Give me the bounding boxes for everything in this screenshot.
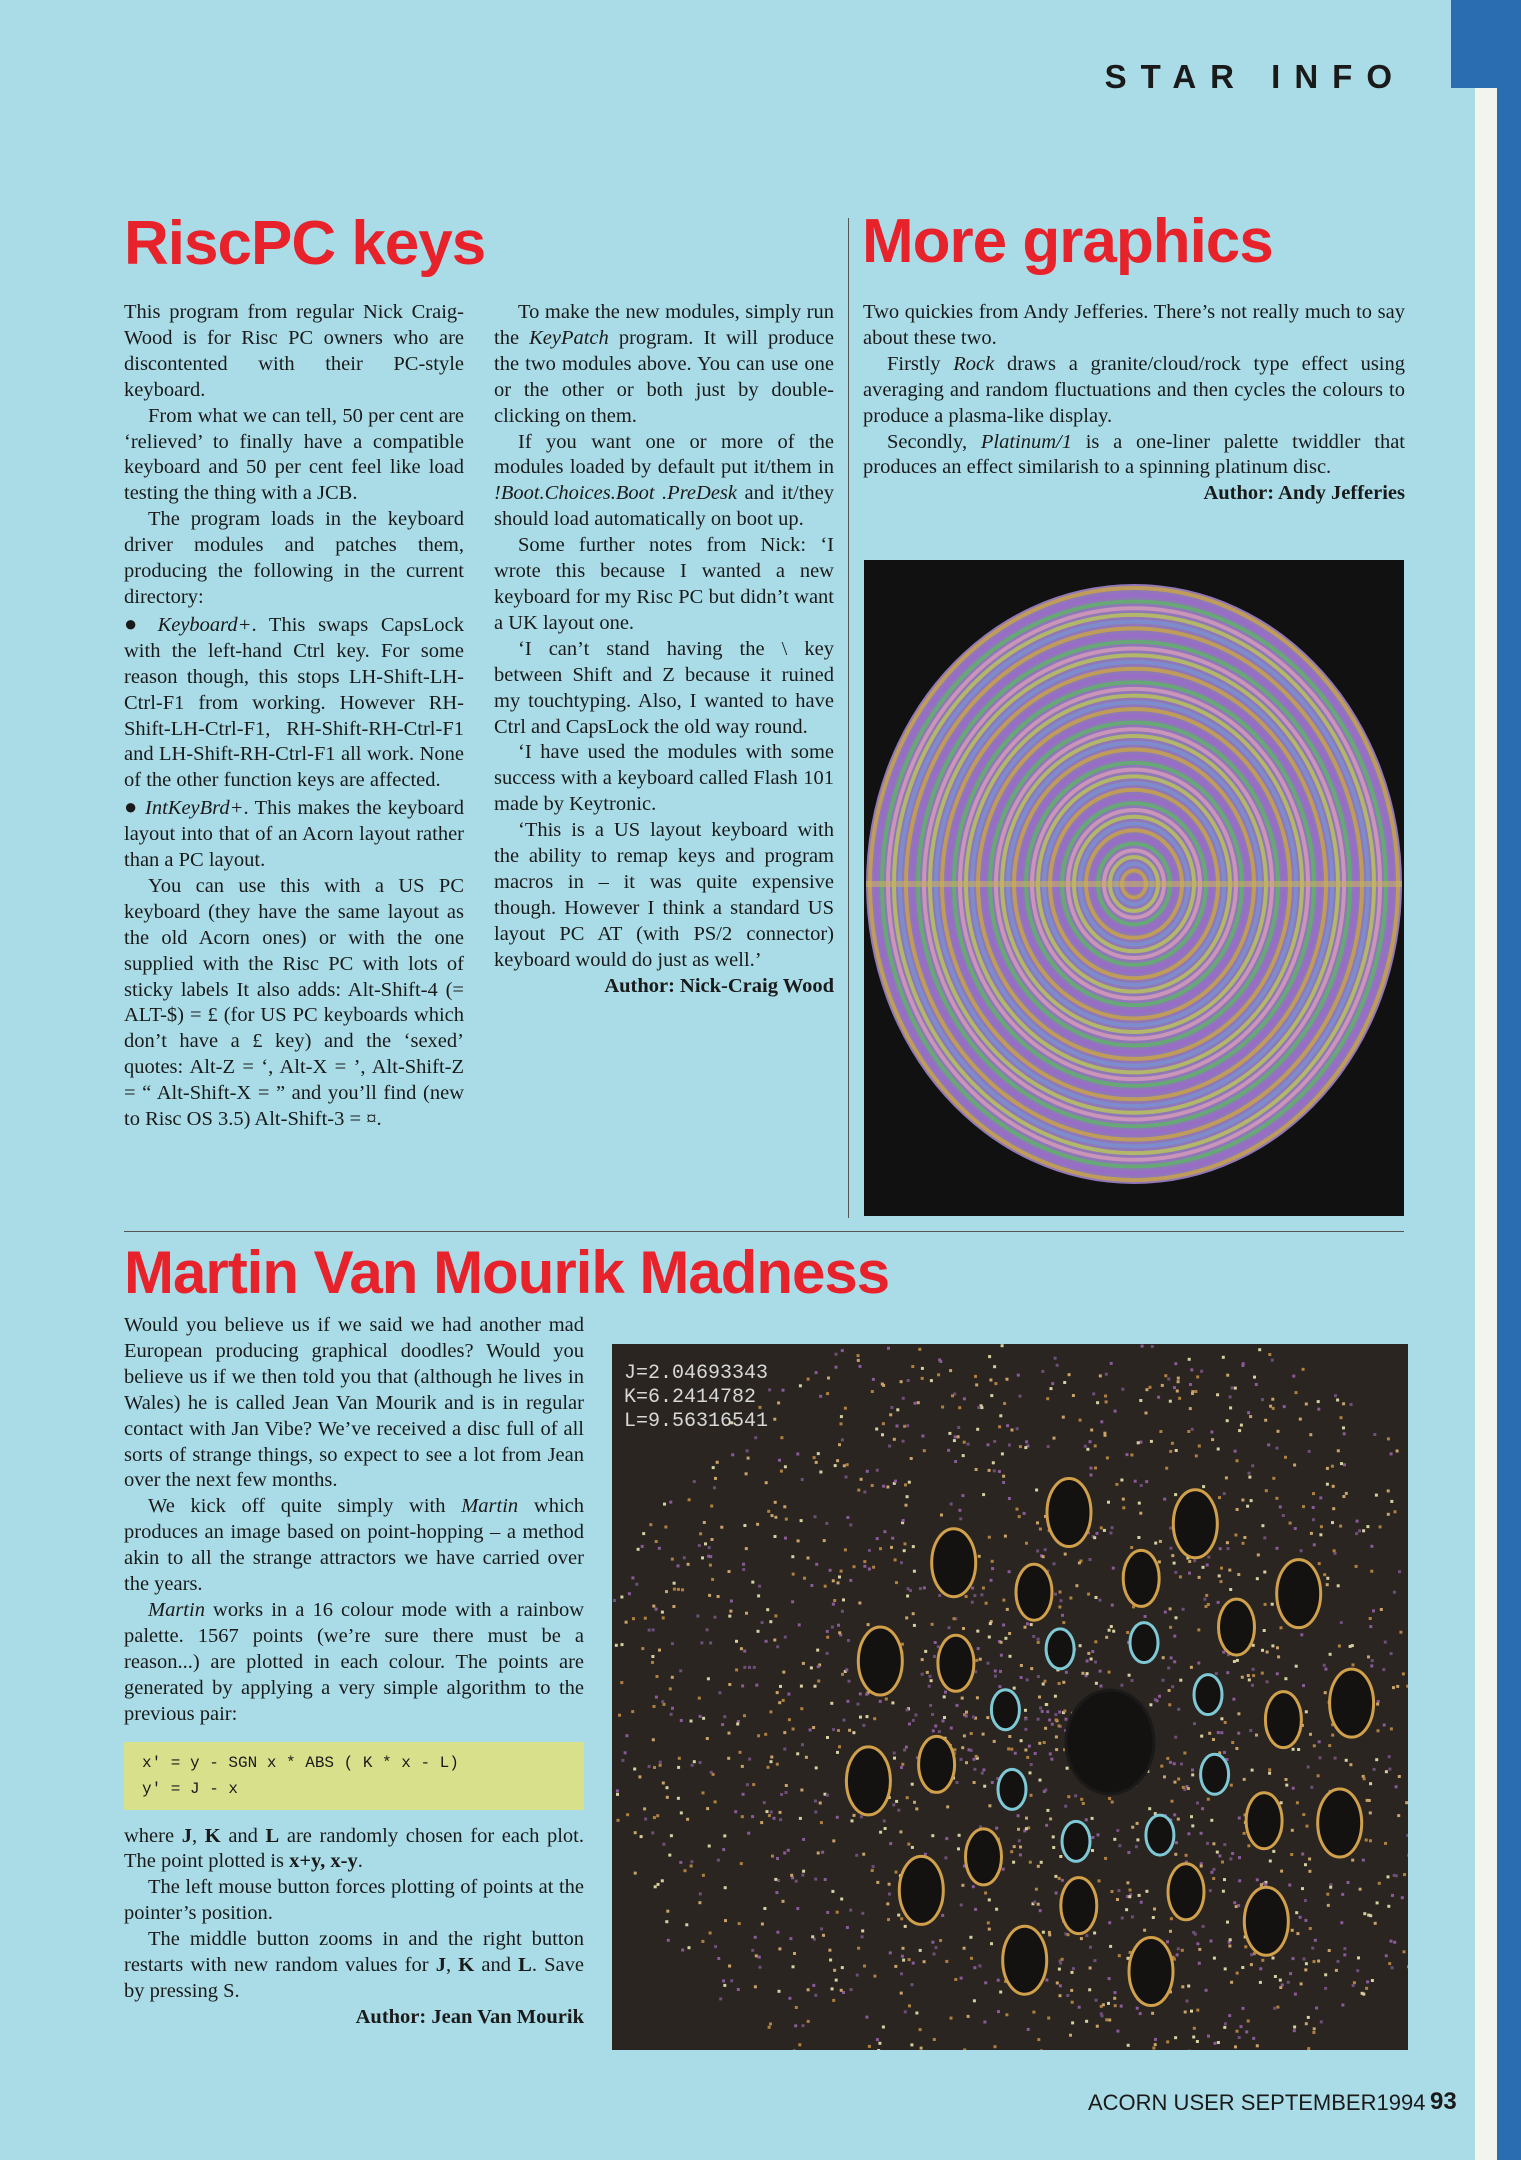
column-divider bbox=[848, 218, 849, 1218]
bullet-icon: ● bbox=[124, 794, 139, 820]
module-name: Keyboard+ bbox=[157, 613, 252, 636]
section-divider bbox=[124, 1231, 1404, 1232]
graphics-intro: Two quickies from Andy Jefferies. There’s not really much to say about these two. bbox=[863, 301, 1405, 349]
platinum-disc-graphic bbox=[864, 560, 1404, 1216]
bullet-keyboard bbox=[124, 611, 464, 794]
riscpc-column-2 bbox=[494, 300, 834, 999]
martin-para: where J, K and L are randomly chosen for each plot. The point plotted is x+y, x-y. bbox=[124, 1824, 584, 1873]
bullet-icon: ● bbox=[124, 610, 145, 636]
graphics-author: Author: Andy Jefferies bbox=[1203, 482, 1405, 505]
riscpc-para: You can use this with a US PC keyboard (they have the same layout as the old Acorn ones) or with the one supplied with the Risc PC with lots of sticky labels It also adds: Alt-Shift-4 (= ALT-$) = £ (for US PC keyboards which don’t have a £ key) and the ‘sexed’ quotes: Alt-Z = ‘, Alt-X = ’, Alt-Shift-Z = “ Alt-Shift-X = ” and you’ll find (new to Risc OS 3.5) Alt-Shift-3 = ¤. bbox=[124, 874, 464, 1131]
martin-intro: Would you believe us if we said we had another mad European producing graphical doodles? Would you believe us if we then told you that (although he lives in Wales) he is called Jean Van Mourik and is in regular contact with Jan Vibe? We’ve received a disc full of all sorts of strange things, so expect to see a lot from Jean over the next few months. bbox=[124, 1314, 584, 1492]
page-number: 93 bbox=[1430, 2088, 1457, 2115]
martin-para: We kick off quite simply with Martin which produces an image based on point-hopping – a method akin to all the strange attractors we have carried over the years. bbox=[124, 1495, 584, 1596]
section-title: STAR INFO bbox=[1104, 58, 1406, 95]
bullet-text: . This swaps CapsLock with the left-hand Ctrl key. For some reason though, this stops LH-Shift-LH-Ctrl-F1 from working. However RH-Shift-LH-Ctrl-F1, RH-Shift-RH-Ctrl-F1 and LH-Shift-RH-Ctrl-F1 all work. None of the other function keys are affected. bbox=[124, 613, 464, 792]
riscpc-para: ‘I can’t stand having the \ key between Shift and Z because it ruined my touchtyping. Also, I wanted to have Ctrl and CapsLock the old way round. bbox=[494, 637, 834, 738]
bullet-intkeybrd bbox=[124, 794, 464, 874]
riscpc-para: From what we can tell, 50 per cent are ‘relieved’ to finally have a compatible keyboard and 50 per cent feel like load testing the thing with a JCB. bbox=[124, 404, 464, 505]
module-name: IntKeyBrd+ bbox=[145, 797, 244, 820]
graphics-para: Firstly Rock draws a granite/cloud/rock type effect using averaging and random fluctuations and then cycles the colours to produce a plasma-like display. bbox=[863, 352, 1405, 427]
martin-fractal-image bbox=[612, 1344, 1408, 2050]
riscpc-para: ‘This is a US layout keyboard with the ability to remap keys and program macros in – it was quite expensive though. However I think a standard US layout PC AT (with PS/2 connector) keyboard would do just as well.’ bbox=[494, 819, 834, 971]
graphics-headline: More graphics bbox=[862, 207, 1273, 276]
page-edge bbox=[1475, 88, 1497, 2160]
martin-author: Author: Jean Van Mourik bbox=[355, 2005, 584, 2028]
algorithm-code bbox=[124, 1742, 584, 1810]
riscpc-para: The program loads in the keyboard driver modules and patches them, producing the following in the current directory: bbox=[124, 508, 464, 608]
martin-fractal-graphic bbox=[612, 1344, 1408, 2050]
riscpc-headline: RiscPC keys bbox=[124, 209, 486, 278]
graphics-para: Secondly, Platinum/1 is a one-liner palette twiddler that produces an effect similarish to a spinning platinum disc. bbox=[863, 430, 1405, 479]
overlay-text: L=9.56316541 bbox=[624, 1410, 769, 1433]
martin-para: The left mouse button forces plotting of points at the pointer’s position. bbox=[124, 1876, 584, 1925]
bullet-text: . This makes the keyboard layout into that of an Acorn layout rather than a PC layout. bbox=[124, 797, 465, 872]
riscpc-para: Some further notes from Nick: ‘I wrote this because I wanted a new keyboard for my Risc PC but didn’t want a UK layout one. bbox=[494, 534, 834, 634]
riscpc-column-1 bbox=[124, 300, 464, 1133]
overlay-text: K=6.2414782 bbox=[624, 1386, 757, 1409]
platinum-disc-image bbox=[864, 560, 1404, 1216]
riscpc-intro: This program from regular Nick Craig-Wood is for Risc PC owners who are discontented with their PC-style keyboard. bbox=[124, 301, 464, 401]
martin-para: Martin works in a 16 colour mode with a rainbow palette. 1567 points (we’re sure there must be a reason...) are plotted in each colour. The points are generated by applying a very simple algorithm to the previous pair: bbox=[124, 1598, 584, 1725]
martin-headline: Martin Van Mourik Madness bbox=[124, 1239, 890, 1306]
riscpc-para: ‘I have used the modules with some success with a keyboard called Flash 101 made by Keytronic. bbox=[494, 741, 834, 816]
overlay-text: J=2.04693343 bbox=[624, 1362, 769, 1385]
graphics-column bbox=[863, 300, 1405, 507]
riscpc-para: If you want one or more of the modules loaded by default put it/them in !Boot.Choices.Boot .PreDesk and it/they should load automatically on boot up. bbox=[494, 430, 835, 531]
riscpc-author: Author: Nick-Craig Wood bbox=[604, 974, 834, 997]
footer-title: ACORN USER SEPTEMBER1994 bbox=[1088, 2090, 1426, 2115]
martin-column bbox=[124, 1313, 584, 2031]
code-line: y' = J - x bbox=[142, 1779, 239, 1798]
riscpc-para: To make the new modules, simply run the KeyPatch program. It will produce the two modules above. You can use one or the other or both just by double-clicking on them. bbox=[494, 301, 834, 427]
martin-para: The middle button zooms in and the right button restarts with new random values for J, K and L. Save by pressing S. bbox=[124, 1928, 584, 2002]
edge-bar bbox=[1497, 0, 1521, 2160]
code-line: x' = y - SGN x * ABS ( K * x - L) bbox=[142, 1753, 459, 1772]
